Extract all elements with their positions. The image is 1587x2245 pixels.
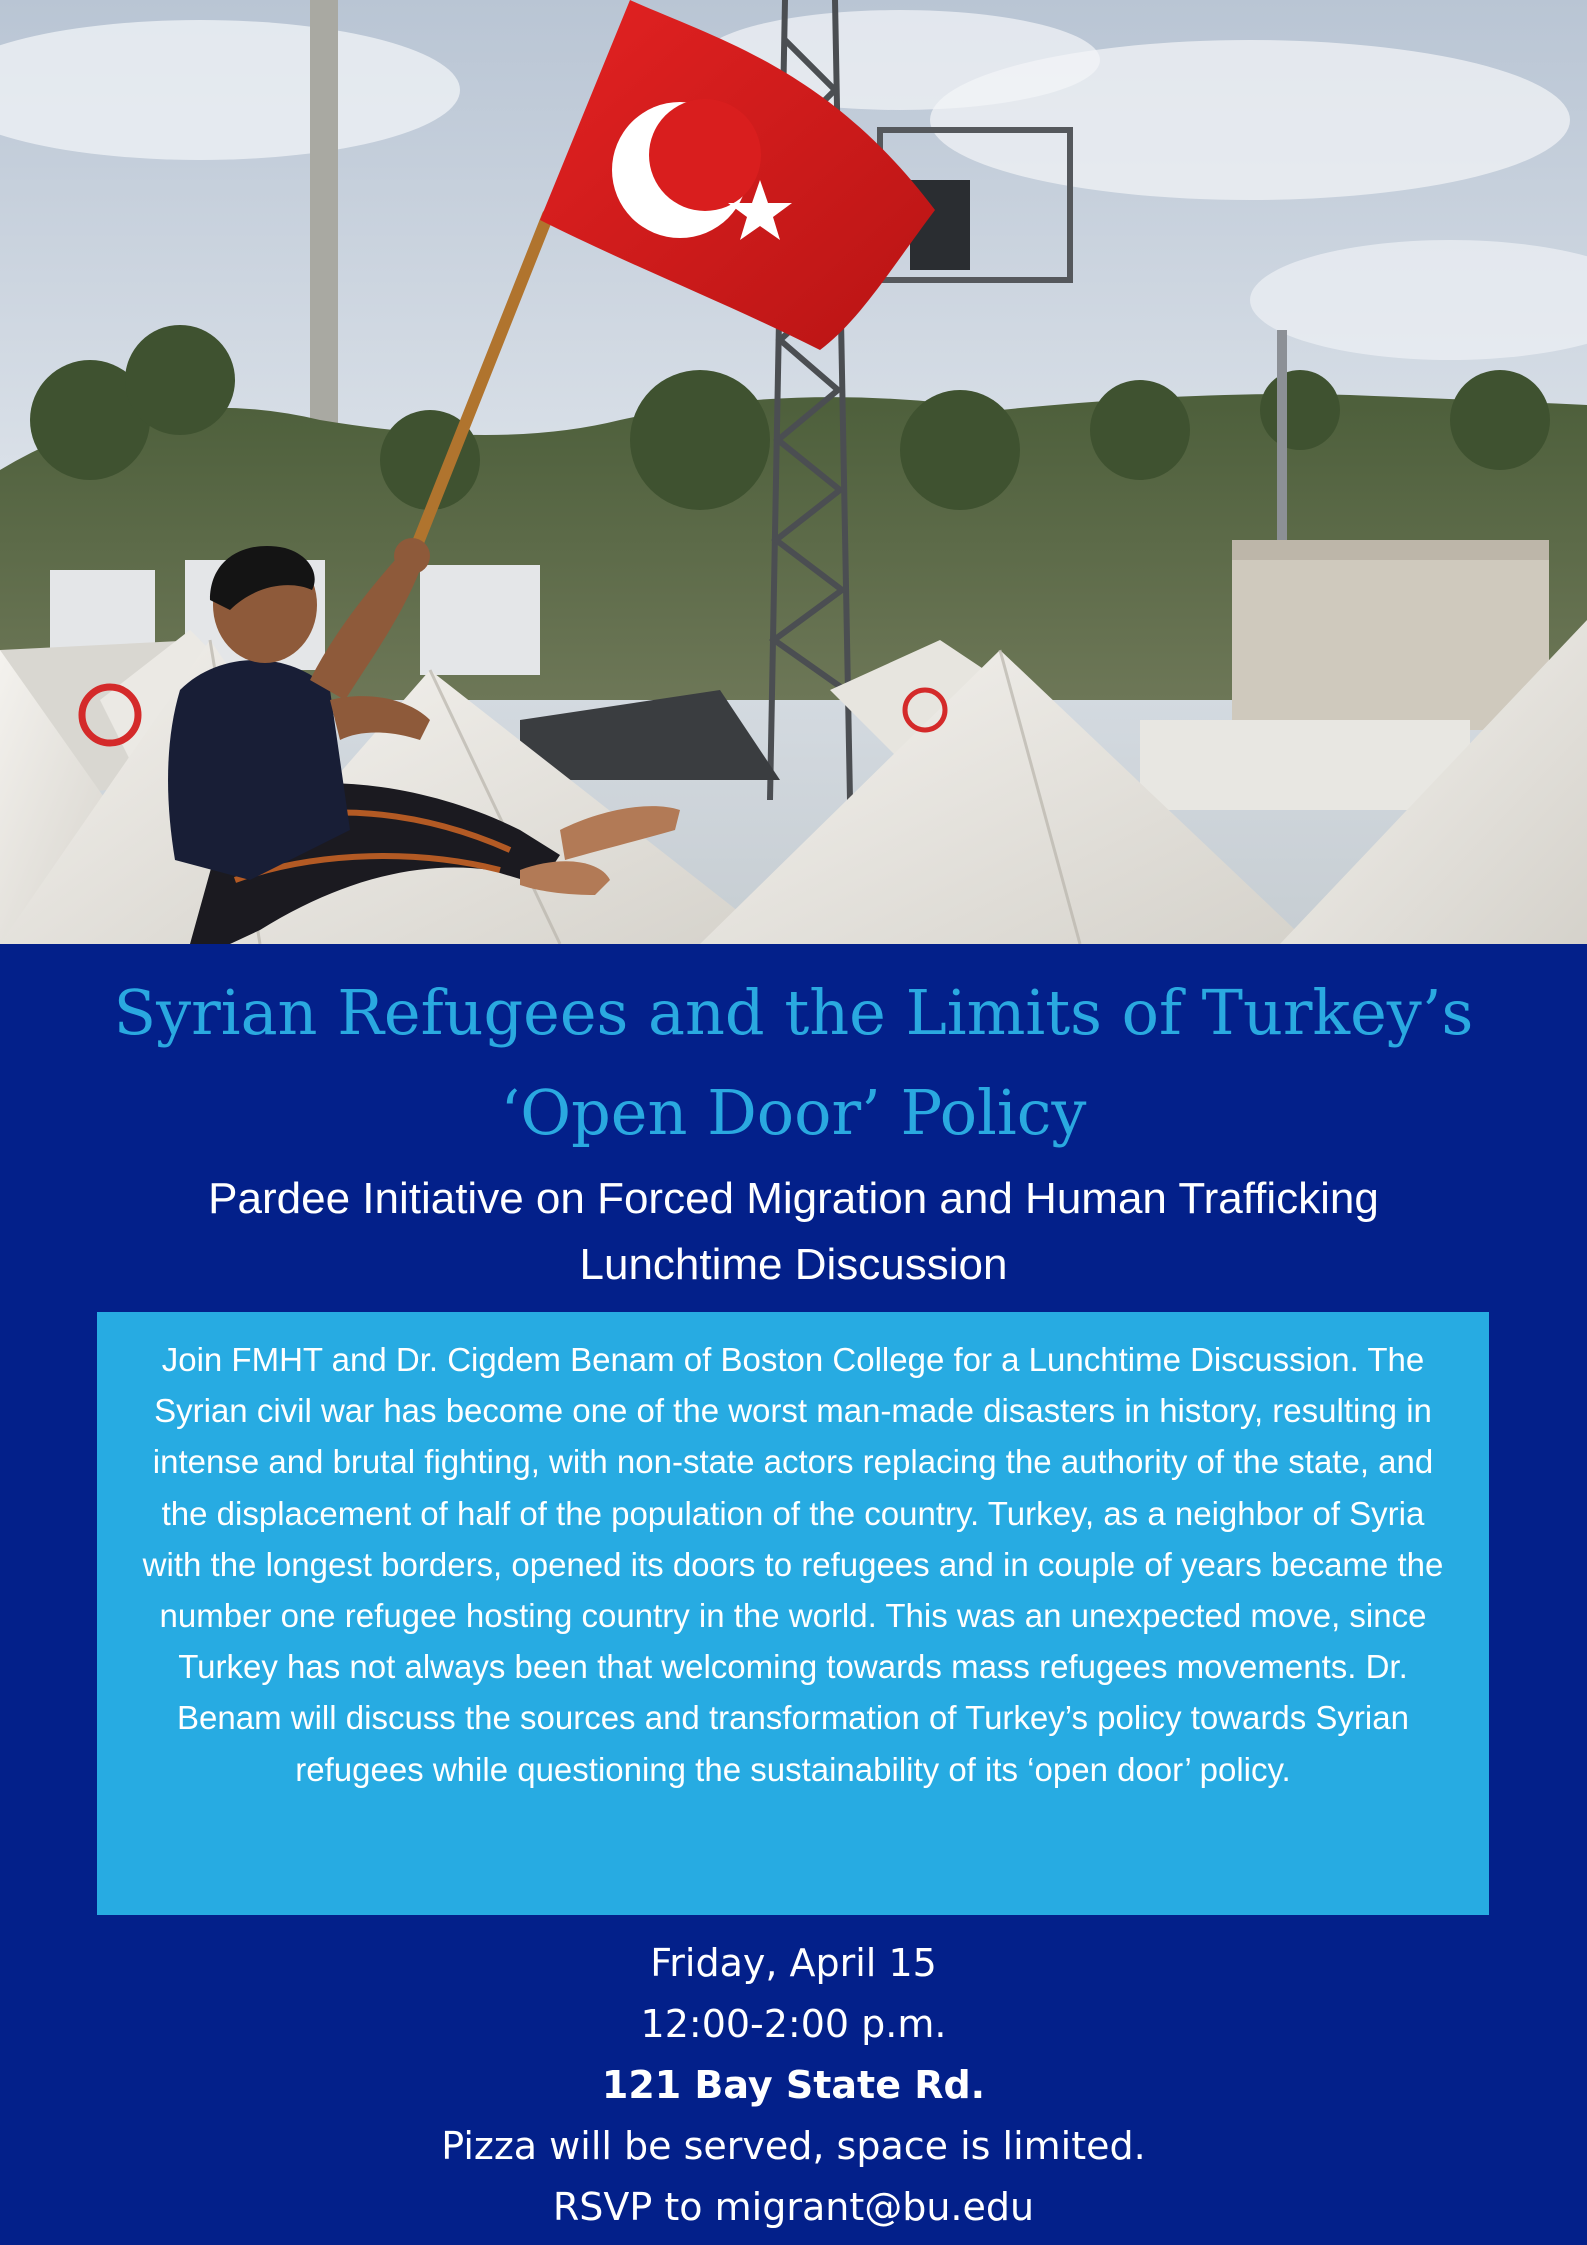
title-line-1: Syrian Refugees and the Limits of Turkey’s (113, 976, 1474, 1049)
event-date: Friday, April 15 (650, 1941, 937, 1985)
description-box (97, 1312, 1489, 1915)
title-line-2: ‘Open Door’ Policy (500, 1076, 1087, 1149)
event-title (60, 963, 1527, 1163)
rsvp-line[interactable]: RSVP to migrant@bu.edu (552, 2185, 1035, 2229)
header-photo (0, 0, 1587, 944)
description-text: Join FMHT and Dr. Cigdem Benam of Boston College for a Lunchtime Discussion. The Syrian civil war has become one of the worst man-made disasters in history, resulting in intense and brutal fighting, with non-state actors replacing the authority of the state, and the displacement of half of the population of the country. Turkey, as a neighbor of Syria with the longest borders, opened its doors to refugees and in couple of years became the number one refugee hosting country in the world. This was an unexpected move, since Turkey has not always been that welcoming towards mass refugees movements. Dr. Benam will discuss the sources and transformation of Turkey’s policy towards Syrian refugees while questioning the sustainability of its ‘open door’ policy. (142, 1341, 1444, 1788)
event-time: 12:00-2:00 p.m. (640, 2002, 947, 2046)
event-subtitle (60, 1166, 1527, 1298)
event-location: 121 Bay State Rd. (601, 2063, 986, 2107)
subtitle-line-1: Pardee Initiative on Forced Migration and Human Trafficking (208, 1174, 1379, 1223)
event-note: Pizza will be served, space is limited. (441, 2124, 1146, 2168)
subtitle-line-2: Lunchtime Discussion (579, 1240, 1008, 1289)
event-details (0, 1933, 1587, 2238)
refugee-camp-illustration (0, 0, 1587, 944)
